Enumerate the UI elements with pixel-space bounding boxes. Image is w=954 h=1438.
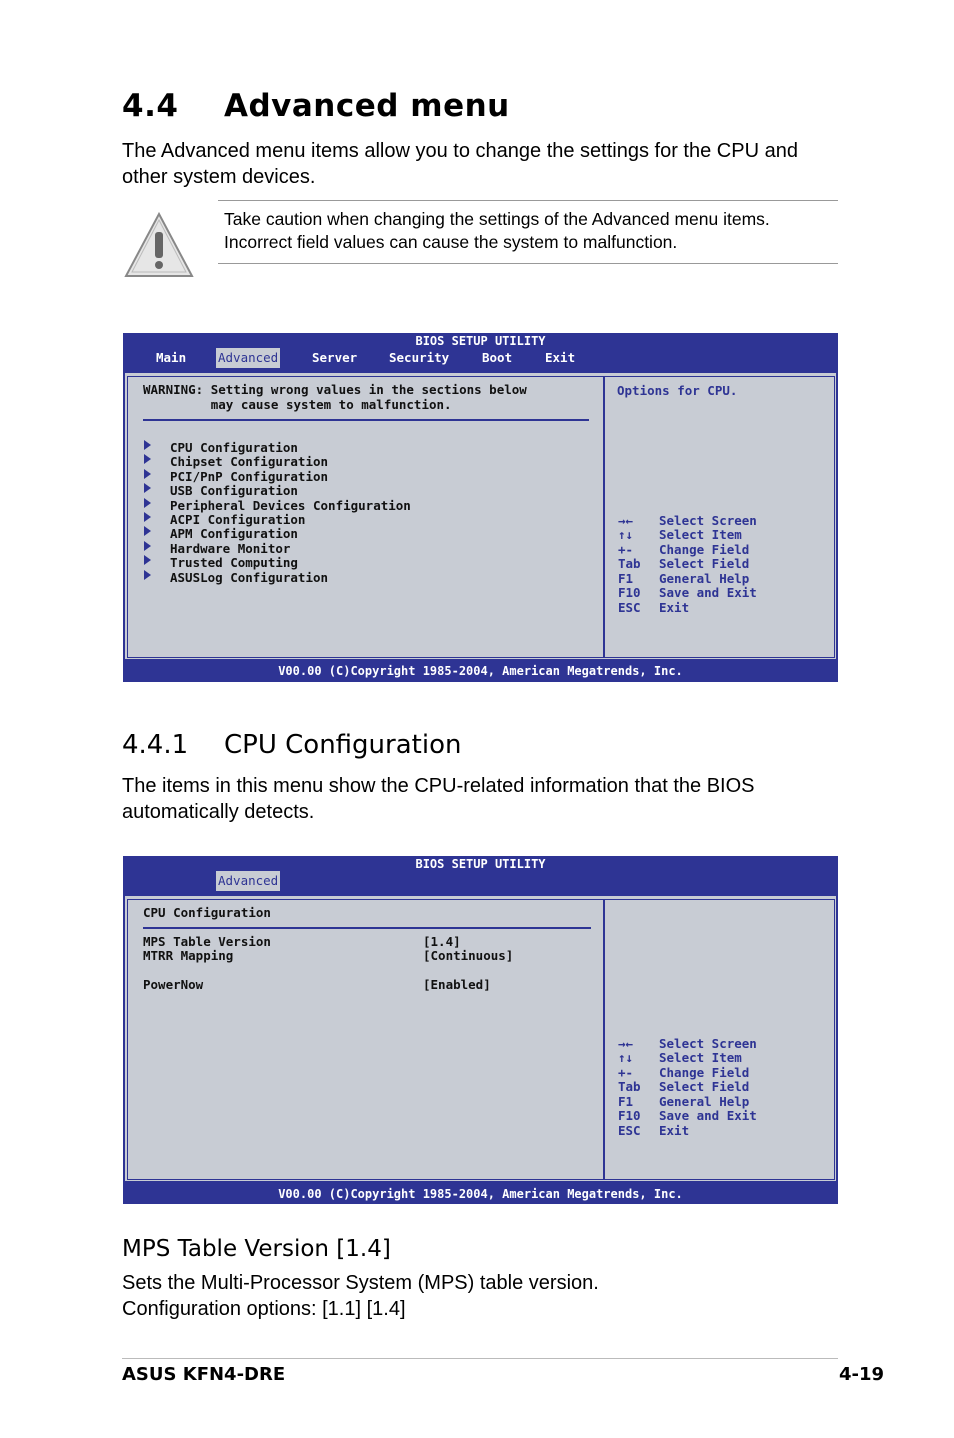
key-change-field: +- — [618, 1065, 634, 1080]
key-exit: ESC — [618, 1123, 641, 1138]
key-change-field-label: Change Field — [659, 542, 750, 557]
submenu-arrow-icon — [144, 483, 151, 493]
bios-panel — [124, 372, 837, 660]
submenu-arrow-icon — [144, 469, 151, 479]
up-down-arrows-icon: ↑↓ — [618, 1050, 634, 1065]
menu-item-chipset-configuration[interactable]: Chipset Configuration — [170, 454, 329, 469]
key-select-item-label: Select Item — [659, 1050, 742, 1065]
submenu-arrow-icon — [144, 541, 151, 551]
key-save-exit-label: Save and Exit — [659, 1108, 757, 1123]
tab-advanced[interactable]: Advanced — [216, 871, 280, 891]
key-change-field: +- — [618, 542, 634, 557]
tab-boot[interactable]: Boot — [482, 350, 513, 365]
key-select-screen-label: Select Screen — [659, 1036, 757, 1051]
bios-panel — [124, 895, 837, 1182]
key-exit-label: Exit — [659, 1123, 690, 1138]
section-title: Advanced menu — [224, 88, 510, 124]
key-select-field: Tab — [618, 556, 641, 571]
help-text: Options for CPU. — [617, 383, 738, 398]
mps-table-version-label[interactable]: MPS Table Version — [143, 934, 271, 949]
cpu-config-heading: CPU Configuration — [143, 905, 271, 920]
submenu-arrow-icon — [144, 498, 151, 508]
warning-divider — [143, 419, 589, 421]
warning-line-1: WARNING: Setting wrong values in the sections below — [143, 382, 527, 397]
key-select-item-label: Select Item — [659, 527, 742, 542]
key-select-field: Tab — [618, 1079, 641, 1094]
note-rule-top — [218, 200, 838, 201]
menu-item-peripheral-devices-configuration[interactable]: Peripheral Devices Configuration — [170, 498, 411, 513]
submenu-arrow-icon — [144, 526, 151, 536]
mps-table-version-value[interactable]: [1.4] — [423, 934, 461, 949]
key-save-exit: F10 — [618, 585, 641, 600]
section-heading — [122, 88, 510, 124]
tab-security[interactable]: Security — [389, 350, 450, 365]
menu-item-asuslog-configuration[interactable]: ASUSLog Configuration — [170, 570, 329, 585]
key-select-item — [618, 1050, 633, 1065]
mps-description — [122, 1270, 822, 1322]
bios-tab-bar — [123, 349, 838, 368]
subsection-heading — [122, 730, 461, 760]
key-select-screen — [618, 513, 633, 528]
footer-page-number: 4-19 — [838, 1364, 884, 1385]
submenu-arrow-icon — [144, 454, 151, 464]
section-number: 4.4 — [122, 88, 179, 124]
tab-advanced[interactable]: Advanced — [216, 348, 280, 368]
mps-config-options: Configuration options: [1.1] [1.4] — [122, 1298, 406, 1320]
left-right-arrows-icon: →← — [618, 513, 634, 528]
mps-heading: MPS Table Version [1.4] — [122, 1236, 391, 1262]
menu-item-apm-configuration[interactable]: APM Configuration — [170, 526, 298, 541]
note-rule-bottom — [218, 263, 838, 264]
bios-copyright: V00.00 (C)Copyright 1985-2004, American Megatrends, Inc. — [278, 664, 683, 678]
mtrr-mapping-value[interactable]: [Continuous] — [423, 948, 514, 963]
key-general-help-label: General Help — [659, 571, 750, 586]
key-select-field-label: Select Field — [659, 1079, 750, 1094]
footer-product: ASUS KFN4-DRE — [122, 1364, 286, 1385]
key-save-exit-label: Save and Exit — [659, 585, 757, 600]
bios-screen-advanced — [123, 333, 838, 682]
menu-item-cpu-configuration[interactable]: CPU Configuration — [170, 440, 298, 455]
key-exit: ESC — [618, 600, 641, 615]
menu-item-pcipnp-configuration[interactable]: PCI/PnP Configuration — [170, 469, 329, 484]
up-down-arrows-icon: ↑↓ — [618, 527, 634, 542]
tab-main[interactable]: Main — [156, 350, 187, 365]
heading-divider — [143, 927, 591, 929]
bios-title: BIOS SETUP UTILITY — [415, 334, 546, 348]
bios-tab-bar — [123, 872, 838, 891]
powernow-value[interactable]: [Enabled] — [423, 977, 491, 992]
powernow-label[interactable]: PowerNow — [143, 977, 204, 992]
caution-note — [224, 208, 834, 254]
tab-server[interactable]: Server — [312, 350, 358, 365]
mtrr-mapping-label[interactable]: MTRR Mapping — [143, 948, 234, 963]
bios-screen-cpu-configuration — [123, 856, 838, 1204]
key-select-screen-label: Select Screen — [659, 513, 757, 528]
subsection-title: CPU Configuration — [224, 730, 462, 760]
menu-item-hardware-monitor[interactable]: Hardware Monitor — [170, 541, 291, 556]
key-exit-label: Exit — [659, 600, 690, 615]
menu-item-trusted-computing[interactable]: Trusted Computing — [170, 555, 298, 570]
subsection-text: The items in this menu show the CPU-related information that the BIOS automatically detects. — [122, 775, 755, 823]
caution-line-2: Incorrect field values can cause the system to malfunction. — [224, 232, 678, 252]
key-general-help: F1 — [618, 571, 634, 586]
bios-copyright: V00.00 (C)Copyright 1985-2004, American Megatrends, Inc. — [278, 1187, 683, 1201]
submenu-arrow-icon — [144, 440, 151, 450]
menu-item-acpi-configuration[interactable]: ACPI Configuration — [170, 512, 306, 527]
subsection-number: 4.4.1 — [122, 730, 189, 760]
mps-description-line-1: Sets the Multi-Processor System (MPS) table version. — [122, 1272, 599, 1294]
bios-title: BIOS SETUP UTILITY — [415, 857, 546, 871]
submenu-arrow-icon — [144, 512, 151, 522]
tab-exit[interactable]: Exit — [545, 350, 576, 365]
key-general-help-label: General Help — [659, 1094, 750, 1109]
key-change-field-label: Change Field — [659, 1065, 750, 1080]
submenu-arrow-icon — [144, 570, 151, 580]
key-save-exit: F10 — [618, 1108, 641, 1123]
key-select-screen — [618, 1036, 633, 1051]
left-right-arrows-icon: →← — [618, 1036, 634, 1051]
warning-icon — [122, 210, 196, 282]
section-intro: The Advanced menu items allow you to change the settings for the CPU and other system devices. — [122, 140, 798, 188]
menu-item-usb-configuration[interactable]: USB Configuration — [170, 483, 298, 498]
footer-rule — [122, 1358, 838, 1359]
key-select-item — [618, 527, 633, 542]
caution-line-1: Take caution when changing the settings of the Advanced menu items. — [224, 209, 770, 229]
key-general-help: F1 — [618, 1094, 634, 1109]
warning-line-2: may cause system to malfunction. — [143, 397, 452, 412]
key-select-field-label: Select Field — [659, 556, 750, 571]
submenu-arrow-icon — [144, 555, 151, 565]
